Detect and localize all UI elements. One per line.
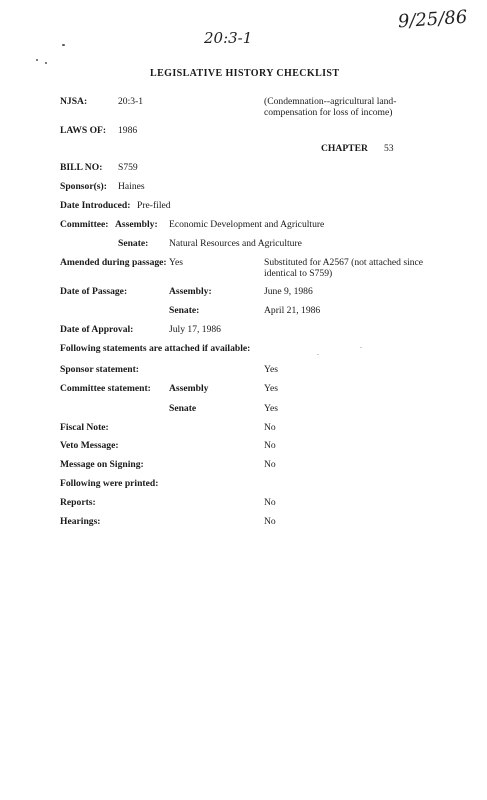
date-of-approval-label: Date of Approval: (60, 324, 134, 335)
scan-speck (317, 354, 319, 355)
hearings-value: No (264, 516, 276, 527)
fiscal-note-value: No (264, 422, 276, 433)
handwritten-date: 9/25/86 (397, 6, 468, 33)
passage-assembly-value: June 9, 1986 (264, 286, 313, 297)
committee-senate-label: Senate: (118, 238, 149, 249)
sponsor-value: Haines (118, 181, 145, 192)
hearings-label: Hearings: (60, 516, 101, 527)
date-introduced-value: Pre-filed (137, 200, 171, 211)
chapter-value: 53 (384, 143, 394, 154)
njsa-value: 20:3-1 (118, 96, 144, 107)
amended-value: Yes (169, 257, 183, 268)
veto-message-value: No (264, 440, 276, 451)
committee-statement-assembly-label: Assembly (169, 383, 209, 394)
amended-label: Amended during passage: (60, 257, 167, 268)
sponsor-statement-value: Yes (264, 364, 278, 375)
page-title: LEGISLATIVE HISTORY CHECKLIST (150, 68, 340, 79)
date-introduced-label: Date Introduced: (60, 200, 131, 211)
committee-assembly-label: Assembly: (115, 219, 158, 230)
date-of-passage-label: Date of Passage: (60, 286, 128, 297)
bill-no-label: BILL NO: (60, 162, 103, 173)
laws-of-label: LAWS OF: (60, 125, 107, 136)
amended-note: Substituted for A2567 (not attached since identical to S759) (264, 257, 424, 280)
following-printed-heading: Following were printed: (60, 478, 159, 489)
scan-speck (360, 347, 362, 348)
veto-message-label: Veto Message: (60, 440, 119, 451)
sponsor-label: Sponsor(s): (60, 181, 107, 192)
committee-senate-value: Natural Resources and Agriculture (169, 238, 302, 249)
scan-speck (45, 62, 47, 64)
committee-statement-assembly-value: Yes (264, 383, 278, 394)
fiscal-note-label: Fiscal Note: (60, 422, 109, 433)
passage-assembly-label: Assembly: (169, 286, 212, 297)
committee-assembly-value: Economic Development and Agriculture (169, 219, 325, 230)
scan-speck (36, 59, 38, 61)
committee-statement-senate-label: Senate (169, 403, 197, 414)
njsa-description: (Condemnation--agricultural land-compensation for loss of income) (264, 96, 397, 119)
committee-label: Committee: (60, 219, 109, 230)
committee-statement-label: Committee statement: (60, 383, 151, 394)
reports-label: Reports: (60, 497, 96, 508)
date-of-approval-value: July 17, 1986 (169, 324, 221, 335)
passage-senate-label: Senate: (169, 305, 200, 316)
chapter-label: CHAPTER (321, 143, 368, 154)
handwritten-code: 20:3-1 (204, 29, 253, 47)
scan-speck (62, 44, 65, 46)
njsa-label: NJSA: (60, 96, 88, 107)
passage-senate-value: April 21, 1986 (264, 305, 321, 316)
committee-statement-senate-value: Yes (264, 403, 278, 414)
message-on-signing-value: No (264, 459, 276, 470)
bill-no-value: S759 (118, 162, 138, 173)
sponsor-statement-label: Sponsor statement: (60, 364, 139, 375)
message-on-signing-label: Message on Signing: (60, 459, 144, 470)
reports-value: No (264, 497, 276, 508)
laws-of-value: 1986 (118, 125, 138, 136)
following-attached-heading: Following statements are attached if available: (60, 343, 251, 354)
